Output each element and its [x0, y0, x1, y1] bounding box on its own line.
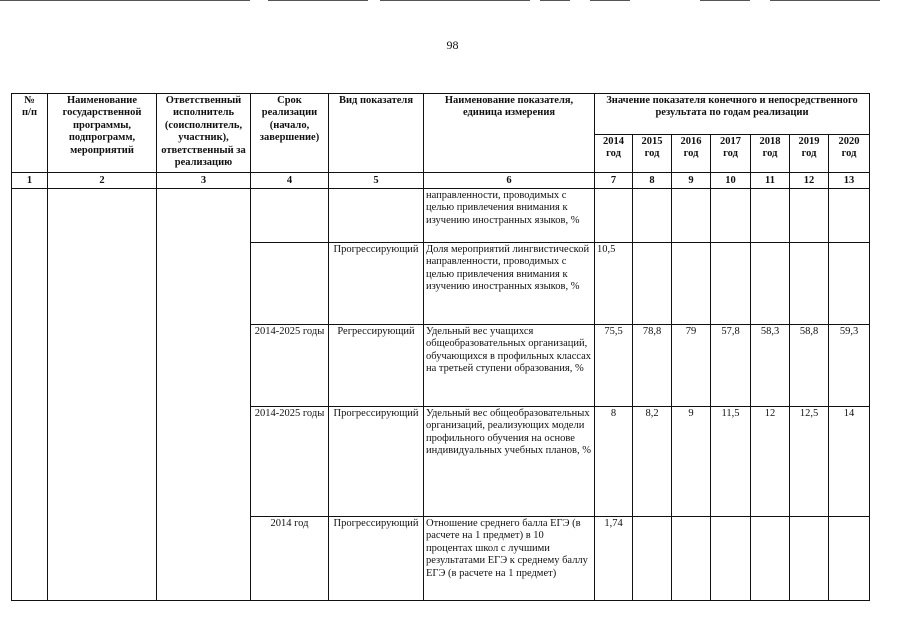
column-number: 3: [157, 173, 251, 189]
cell-period: [251, 243, 329, 325]
cell-value: [790, 189, 829, 243]
scan-edge-line: [268, 0, 368, 1]
cell-no: [12, 189, 48, 601]
cell-value: 10,5: [595, 243, 633, 325]
header-type: Вид показателя: [329, 94, 424, 173]
cell-period: 2014-2025 годы: [251, 325, 329, 407]
cell-type: Прогрессирующий: [329, 243, 424, 325]
column-number: 11: [751, 173, 790, 189]
cell-indicator: направленности, проводимых с целью привлечения внимания к изучению иностранных языков, %: [424, 189, 595, 243]
cell-value: 11,5: [711, 407, 751, 517]
cell-value: [711, 189, 751, 243]
cell-value: [829, 243, 870, 325]
cell-value: 75,5: [595, 325, 633, 407]
column-number: 2: [48, 173, 157, 189]
header-year: 2017 год: [711, 135, 751, 173]
column-number: 13: [829, 173, 870, 189]
header-executor: Ответственный исполнитель (соисполнитель, участник), ответственный за реализацию: [157, 94, 251, 173]
cell-type: Регрессирующий: [329, 325, 424, 407]
column-number: 5: [329, 173, 424, 189]
header-year: 2018 год: [751, 135, 790, 173]
cell-type: Прогрессирующий: [329, 407, 424, 517]
cell-indicator: Доля мероприятий лингвистической направленности, проводимых с целью привлечения внимания к изучению иностранных языков, %: [424, 243, 595, 325]
cell-value: 8: [595, 407, 633, 517]
scan-edge-line: [770, 0, 880, 1]
cell-value: 57,8: [711, 325, 751, 407]
column-number: 4: [251, 173, 329, 189]
cell-value: 8,2: [633, 407, 672, 517]
cell-value: 58,8: [790, 325, 829, 407]
cell-value: [595, 189, 633, 243]
column-number: 1: [12, 173, 48, 189]
header-values: Значение показателя конечного и непосредственного результата по годам реализации: [595, 94, 870, 135]
column-number: 7: [595, 173, 633, 189]
cell-value: 1,74: [595, 517, 633, 601]
scan-edge-line: [380, 0, 530, 1]
cell-value: [829, 517, 870, 601]
header-program: Наименование государственной программы, подпрограмм, мероприятий: [48, 94, 157, 173]
cell-value: [672, 517, 711, 601]
cell-program: [48, 189, 157, 601]
cell-value: [751, 243, 790, 325]
cell-value: [633, 243, 672, 325]
cell-value: [751, 189, 790, 243]
cell-value: [672, 243, 711, 325]
cell-value: [711, 243, 751, 325]
cell-value: [829, 189, 870, 243]
header-year: 2015 год: [633, 135, 672, 173]
indicator-table: [11, 93, 870, 601]
cell-value: [633, 189, 672, 243]
page-number: 98: [446, 38, 459, 52]
header-period: Срок реализации (начало, завершение): [251, 94, 329, 173]
header-no: № п/п: [12, 94, 48, 173]
column-number: 10: [711, 173, 751, 189]
cell-executor: [157, 189, 251, 601]
scan-edge-line: [590, 0, 630, 1]
cell-value: 9: [672, 407, 711, 517]
cell-value: 12: [751, 407, 790, 517]
scan-edge-line: [0, 0, 250, 1]
cell-period: 2014-2025 годы: [251, 407, 329, 517]
cell-value: [633, 517, 672, 601]
cell-period: [251, 189, 329, 243]
column-number: 6: [424, 173, 595, 189]
header-year: 2019 год: [790, 135, 829, 173]
cell-value: 58,3: [751, 325, 790, 407]
cell-period: 2014 год: [251, 517, 329, 601]
cell-indicator: Отношение среднего балла ЕГЭ (в расчете на 1 предмет) в 10 процентах школ с лучшими результатами ЕГЭ к среднему баллу ЕГЭ (в расчете на 1 предмет): [424, 517, 595, 601]
cell-value: 14: [829, 407, 870, 517]
cell-value: [751, 517, 790, 601]
cell-indicator: Удельный вес общеобразовательных организаций, реализующих модели профильного обучения на основе индивидуальных учебных планов, %: [424, 407, 595, 517]
column-number-row: [12, 173, 870, 189]
cell-value: [711, 517, 751, 601]
scan-edge-line: [700, 0, 750, 1]
header-indicator: Наименование показателя, единица измерения: [424, 94, 595, 173]
cell-type: [329, 189, 424, 243]
cell-value: [672, 189, 711, 243]
scan-edge-line: [540, 0, 570, 1]
column-number: 9: [672, 173, 711, 189]
header-year: 2020 год: [829, 135, 870, 173]
cell-type: Прогрессирующий: [329, 517, 424, 601]
cell-value: 79: [672, 325, 711, 407]
cell-value: 59,3: [829, 325, 870, 407]
cell-value: 78,8: [633, 325, 672, 407]
cell-value: 12,5: [790, 407, 829, 517]
header-year: 2016 год: [672, 135, 711, 173]
cell-value: [790, 243, 829, 325]
header-year: 2014 год: [595, 135, 633, 173]
cell-value: [790, 517, 829, 601]
column-number: 8: [633, 173, 672, 189]
cell-indicator: Удельный вес учащихся общеобразовательных организаций, обучающихся в профильных классах на третьей ступени образования, %: [424, 325, 595, 407]
column-number: 12: [790, 173, 829, 189]
table-row: [12, 189, 870, 243]
